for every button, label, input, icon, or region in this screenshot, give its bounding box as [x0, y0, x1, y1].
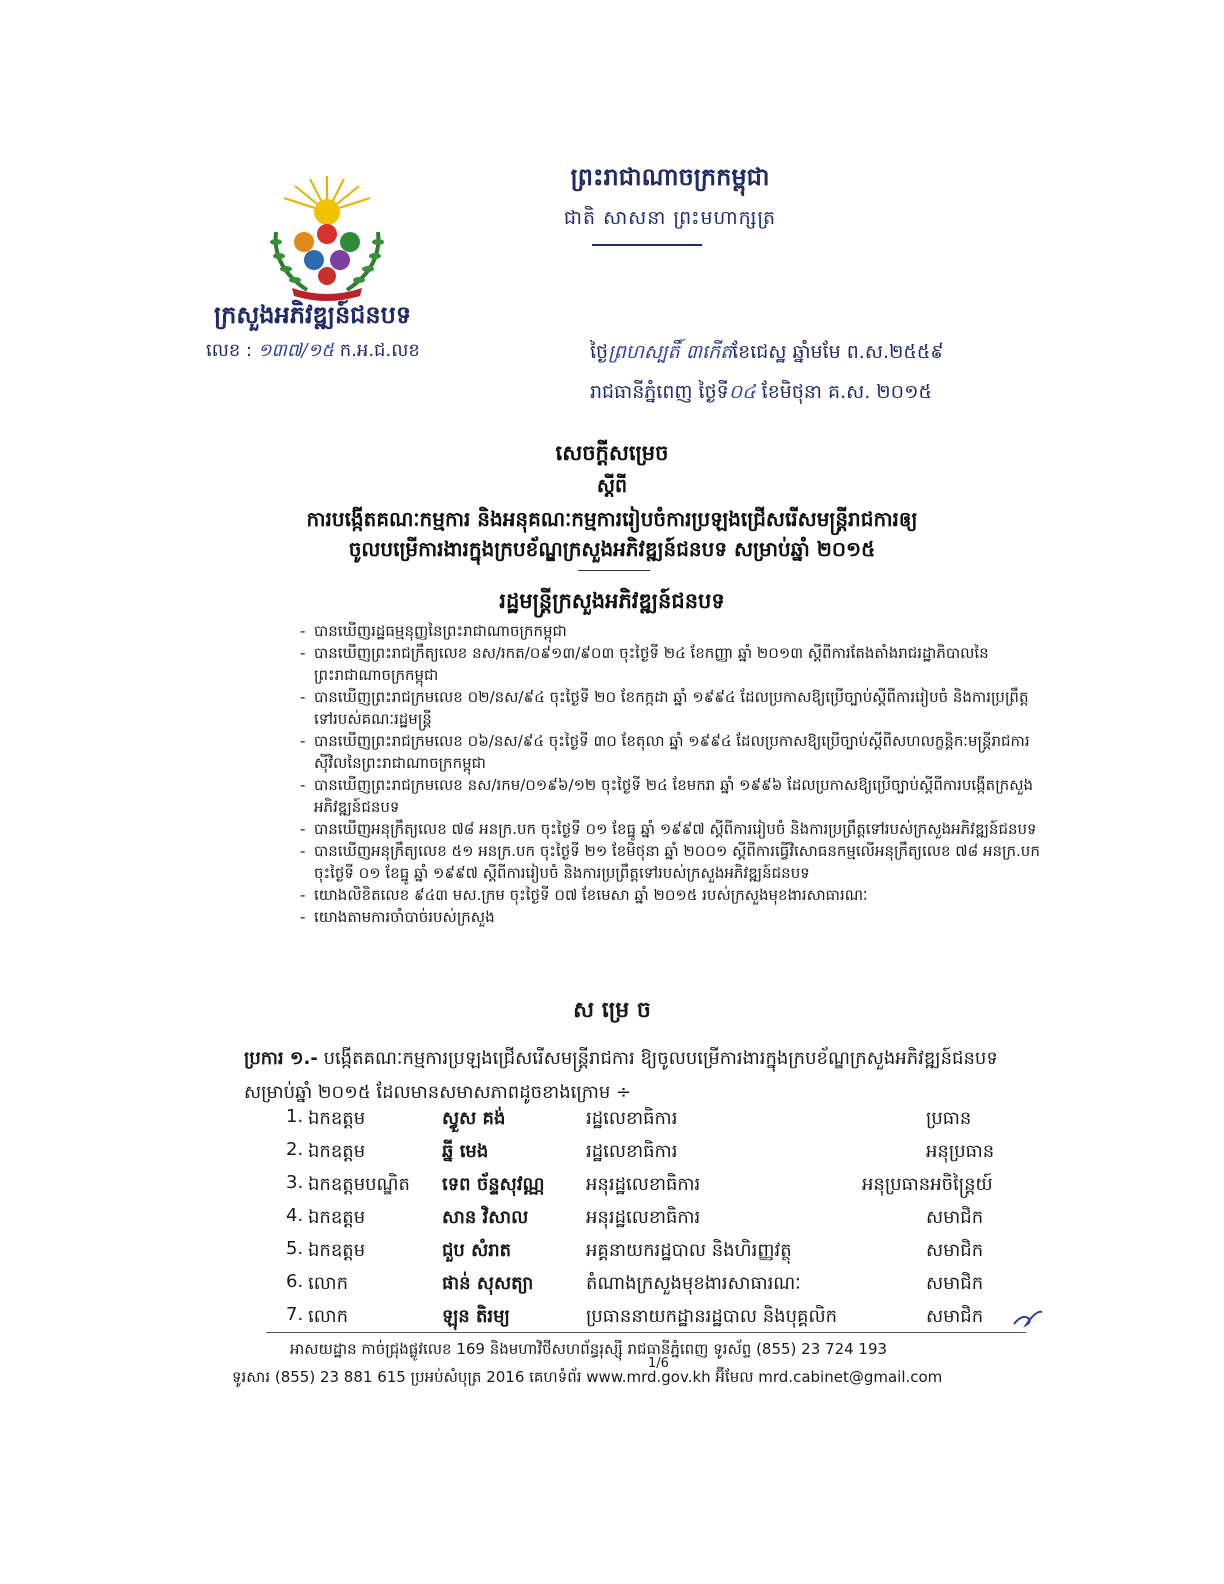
- member-honorific: ឯកឧត្តមបណ្ឌិត: [308, 1174, 410, 1195]
- article-1: [244, 1042, 1044, 1110]
- document-type-title: សេចក្តីសម្រេច: [555, 441, 669, 465]
- consideration-item: - បានឃើញរដ្ឋធម្មនុញ្ញនៃព្រះរាជាណាចក្រកម្ពុជា: [300, 620, 1040, 642]
- motto-divider: [592, 244, 702, 246]
- member-row: [286, 1172, 1056, 1205]
- member-role: សមាជិក: [926, 1207, 984, 1228]
- member-honorific: លោក: [308, 1306, 348, 1327]
- member-role: ប្រធាន: [926, 1108, 972, 1129]
- solar-date-rest: ខែមិថុនា គ.ស. ២០១៥: [761, 381, 932, 403]
- reference-handwritten-number: ១៣៧/១៥: [257, 340, 335, 361]
- consideration-item: - យោងតាមការចាំបាច់របស់ក្រសួង: [300, 906, 1040, 928]
- member-role: អនុប្រធានអចិន្ត្រៃយ៍: [862, 1174, 993, 1195]
- member-name: ជួប សំរាត: [442, 1240, 512, 1261]
- consideration-item: - យោងលិខិតលេខ ៩៤៣ មស.ក្រម ចុះថ្ងៃទី ០៧ ខែមេសា ឆ្នាំ ២០១៥ របស់ក្រសួងមុខងារសាធារណៈ: [300, 884, 1040, 906]
- member-number: 1.: [286, 1106, 304, 1127]
- consideration-item: - បានឃើញព្រះរាជក្រមលេខ ០២/នស/៩៤ ចុះថ្ងៃទី ២០ ខែកក្កដា ឆ្នាំ ១៩៩៤ ដែលប្រកាសឱ្យប្រើច្បាប់ស្តីពីការរៀបចំ និងការប្រព្រឹត្តទៅរបស់គណៈរដ្ឋមន្ត្រី: [300, 686, 1040, 730]
- member-number: 5.: [286, 1238, 304, 1259]
- considerations-list: [300, 620, 1040, 928]
- solar-date: [590, 380, 932, 408]
- member-position: អនុរដ្ឋលេខាធិការ: [586, 1174, 701, 1195]
- footer-address: អាសយដ្ឋាន កាច់ជ្រុងផ្លូវលេខ 169 និងមហាវិថីសហព័ន្ធរុស្ស៊ី រាជធានីភ្នំពេញ ទូរស័ព្ទ (855) 23 724 193: [290, 1340, 888, 1358]
- consideration-item: - បានឃើញព្រះរាជក្រឹត្យលេខ នស/រកត/០៩១៣/៩០៣ ចុះថ្ងៃទី ២៤ ខែកញ្ញា ឆ្នាំ ២០១៣ ស្តីពីការតែងតាំងរាជរដ្ឋាភិបាលនៃព្រះរាជាណាចក្រកម្ពុជា: [300, 642, 1040, 686]
- member-position: តំណាងក្រសួងមុខងារសាធារណៈ: [586, 1273, 801, 1294]
- member-name: ផាន់ សុសត្យា: [442, 1273, 534, 1294]
- member-position: អនុរដ្ឋលេខាធិការ: [586, 1207, 701, 1228]
- member-honorific: ឯកឧត្តម: [308, 1240, 366, 1261]
- member-row: [286, 1139, 1056, 1172]
- document-subject-line-1: ការបង្កើតគណៈកម្មការ និងអនុគណៈកម្មការរៀបចំការប្រឡងជ្រើសរើសមន្ត្រីរាជការឲ្យ: [306, 507, 918, 531]
- initial-signature-mark: [1012, 1306, 1044, 1328]
- member-number: 2.: [286, 1139, 304, 1160]
- reference-suffix: ក.អ.ជ.លខ: [339, 340, 420, 361]
- member-role: សមាជិក: [926, 1273, 984, 1294]
- member-role: សមាជិក: [926, 1306, 984, 1327]
- member-row: [286, 1238, 1056, 1271]
- member-position: រដ្ឋលេខាធិការ: [586, 1141, 678, 1162]
- member-number: 3.: [286, 1172, 304, 1193]
- article-text: បង្កើតគណៈកម្មការប្រឡងជ្រើសរើសមន្ត្រីរាជការ ឱ្យចូលបម្រើការងារក្នុងក្របខ័ណ្ឌក្រសួងអភិវឌ្ឍន៍ជនបទសម្រាប់ឆ្នាំ ២០១៥ ដែលមានសមាសភាពដូចខាងក្រោម ÷: [244, 1048, 998, 1103]
- decision-heading: ស ម្រេ ច: [573, 998, 651, 1023]
- member-number: 4.: [286, 1205, 304, 1226]
- member-row: [286, 1205, 1056, 1238]
- lunar-date-prefix: ថ្ងៃ: [590, 341, 609, 363]
- consideration-item: - បានឃើញអនុក្រឹត្យលេខ ៧៨ អនក្រ.បក ចុះថ្ងៃទី ០១ ខែធ្នូ ឆ្នាំ ១៩៩៧ ស្តីពីការរៀបចំ និងការប្រព្រឹត្តទៅរបស់ក្រសួងអភិវឌ្ឍន៍ជនបទ: [300, 818, 1040, 840]
- ministry-emblem-logo: [262, 172, 392, 302]
- member-honorific: ឯកឧត្តម: [308, 1141, 366, 1162]
- solar-date-prefix: រាជធានីភ្នំពេញ ថ្ងៃទី: [590, 381, 729, 403]
- consideration-item: - បានឃើញព្រះរាជក្រមលេខ ០៦/នស/៩៤ ចុះថ្ងៃទី ៣០ ខែតុលា ឆ្នាំ ១៩៩៤ ដែលប្រកាសឱ្យប្រើច្បាប់ស្តីពីសហលក្ខន្តិកៈមន្ត្រីរាជការស៊ីវិលនៃព្រះរាជាណាចក្រកម្ពុជា: [300, 730, 1040, 774]
- ministry-name: ក្រសួងអភិវឌ្ឍន៍ជនបទ: [214, 301, 412, 329]
- member-name: សាន វិសាល: [442, 1207, 529, 1228]
- member-position: ប្រធាននាយកដ្ឋានរដ្ឋបាល និងបុគ្គលិក: [586, 1306, 838, 1327]
- reference-label: លេខ :: [206, 340, 253, 361]
- member-number: 7.: [286, 1304, 304, 1325]
- lunar-date-handwritten: ព្រហស្បតិ៍ ៣កើត: [608, 341, 733, 363]
- member-row: [286, 1106, 1056, 1139]
- member-name: ទេព ច័ន្ទសុវណ្ណ: [442, 1174, 545, 1195]
- lunar-date-rest: ខែជេស្ឋ ឆ្នាំមមែ ព.ស.២៥៥៩: [732, 341, 944, 363]
- member-role: អនុប្រធាន: [926, 1141, 995, 1162]
- member-name: ឡុន តិរម្យ: [442, 1306, 510, 1327]
- member-row: [286, 1271, 1056, 1304]
- consideration-item: - បានឃើញព្រះរាជក្រមលេខ នស/រកម/០១៩៦/១២ ចុះថ្ងៃទី ២៤ ខែមករា ឆ្នាំ ១៩៩៦ ដែលប្រកាសឱ្យប្រើច្បាប់ស្តីពីការបង្កើតក្រសួងអភិវឌ្ឍន៍ជនបទ: [300, 774, 1040, 818]
- issuing-authority: រដ្ឋមន្ត្រីក្រសួងអភិវឌ្ឍន៍ជនបទ: [499, 589, 725, 613]
- solar-date-day: ០៤: [728, 381, 756, 403]
- national-motto: ជាតិ សាសនា ព្រះមហាក្សត្រ: [563, 207, 777, 229]
- title-divider: [578, 570, 650, 571]
- footer-divider: [266, 1332, 1026, 1333]
- document-subject-line-2: ចូលបម្រើការងារក្នុងក្របខ័ណ្ឌក្រសួងអភិវឌ្ឍន៍ជនបទ សម្រាប់ឆ្នាំ ២០១៥: [348, 537, 876, 561]
- member-position: អគ្គនាយករដ្ឋបាល និងហិរញ្ញវត្ថុ: [586, 1240, 792, 1261]
- member-position: រដ្ឋលេខាធិការ: [586, 1108, 678, 1129]
- document-subject-label: ស្តីពី: [596, 475, 628, 497]
- article-label: ប្រការ ១.-: [244, 1048, 318, 1069]
- member-name: ស្វួស គង់: [442, 1108, 506, 1129]
- member-honorific: លោក: [308, 1273, 348, 1294]
- reference-number: [206, 338, 420, 365]
- page-number: 1/6: [648, 1356, 669, 1371]
- kingdom-title: ព្រះរាជាណាចក្រកម្ពុជា: [570, 163, 770, 191]
- member-name: ឆ្នី មេង: [442, 1141, 489, 1162]
- lunar-date: [590, 340, 944, 368]
- footer-contact: ទូរសារ (855) 23 881 615 ប្រអប់សំបុត្រ 2016 គេហទំព័រ www.mrd.gov.kh អ៊ីមែល mrd.cabinet@gmail.com: [232, 1368, 943, 1386]
- member-honorific: ឯកឧត្តម: [308, 1108, 366, 1129]
- consideration-item: - បានឃើញអនុក្រឹត្យលេខ ៥១ អនក្រ.បក ចុះថ្ងៃទី ២១ ខែមិថុនា ឆ្នាំ ២០០១ ស្តីពីការធ្វើវិសោធនកម្មលើអនុក្រឹត្យលេខ ៧៨ អនក្រ.បក ចុះថ្ងៃទី ០១ ខែធ្នូ ឆ្នាំ ១៩៩៧ ស្តីពីការរៀបចំ និងការប្រព្រឹត្តទៅរបស់ក្រសួងអភិវឌ្ឍន៍ជនបទ: [300, 840, 1040, 884]
- member-number: 6.: [286, 1271, 304, 1292]
- member-role: សមាជិក: [926, 1240, 984, 1261]
- committee-members-list: [286, 1106, 1056, 1337]
- member-honorific: ឯកឧត្តម: [308, 1207, 366, 1228]
